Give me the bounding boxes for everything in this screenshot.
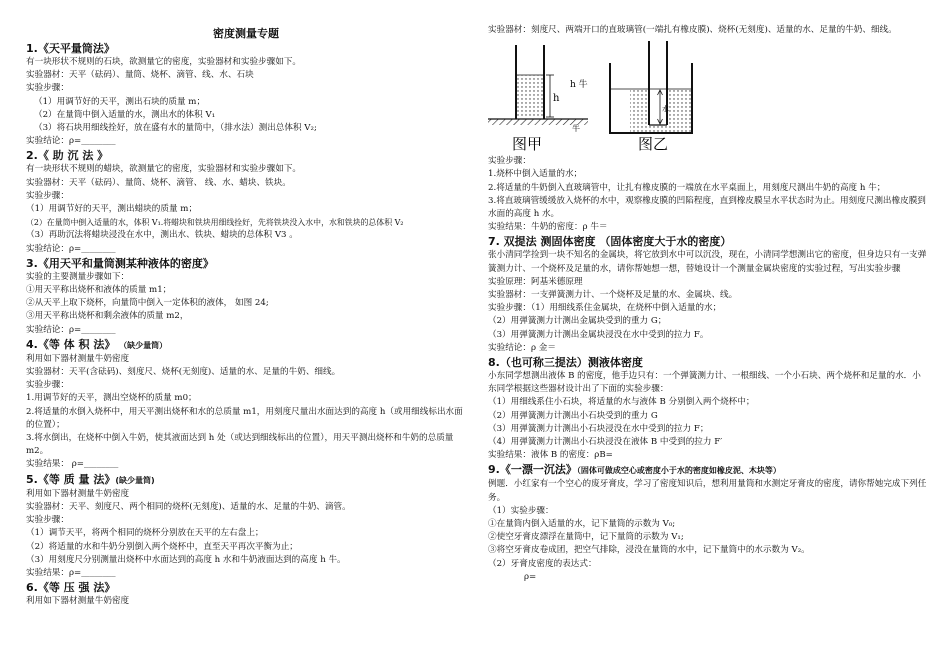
figure-b-beaker [610, 41, 692, 153]
text-line: （3）用弹簧测力计测出金属块浸没在水中受到的拉力 F。 [488, 329, 709, 340]
text-line: 实验步骤：（1）用细线系住金属块，在烧杯中倒入适量的水； [488, 303, 722, 314]
text-line: 实验结果：牛奶的密度：ρ 牛＝ [488, 222, 608, 233]
figure-b-caption: 图乙 [638, 135, 669, 154]
heading-text: 4.《等 体 积 法》 [26, 337, 116, 351]
text-line: （2）用弹簧测力计测出金属块受到的重力 G； [488, 316, 667, 327]
text-line: 张小清同学捡到一块不知名的金属块，将它放到水中可以沉没，现在，小清同学想测出它的密度，但身边只有一支弹簧测力计、一个烧杯及足量的水，请你帮她想一想，替她设计一个测量金属块密度的实验过程，写出实验步骤 [488, 250, 927, 274]
section-8 [488, 355, 928, 462]
figure-svg [488, 37, 928, 155]
text-line: （3）将石块用细线拴好，放在盛有水的量筒中，（排水法）测出总体积 V₂; [34, 123, 317, 134]
milk-column [516, 75, 544, 118]
text-line: ③将空牙膏皮卷成团，把空气排除，浸没在量筒的水中，记下量筒中的水示数为 V₂。 [488, 545, 810, 556]
section-heading: 7. 双提法 测固体密度 （固体密度大于水的密度） [488, 235, 732, 249]
right-column [488, 24, 928, 584]
text-line: 实验结果： ρ=________ [26, 459, 119, 470]
section-heading: 6.《等 压 强 法》 [26, 581, 116, 595]
text-line: 有一块形状不规则的蜡块，欲测量它的密度，实验器材和实验步骤如下。 [26, 164, 302, 175]
text-line: ρ= [524, 571, 537, 582]
text-line: 2.将适量的水倒入烧杯中，用天平测出烧杯和水的总质量 m1，用刻度尺量出水面达到的高度 h（或用细线标出水面的位置）； [26, 406, 463, 430]
text-line: （1）用调节好的天平，测出石块的质量 m； [34, 96, 206, 107]
section-heading: 8.（也可称三提法）测液体密度 [488, 356, 643, 370]
figure-a-caption: 图甲 [512, 135, 543, 154]
section-2 [26, 148, 466, 255]
text-line: （2）牙膏皮密度的表达式： [488, 558, 597, 569]
text-line: 3.将水倒出，在烧杯中倒入牛奶，使其液面达到 h 处（或达到细线标出的位置），用天平测出烧杯和牛奶的总质量 m2。 [26, 433, 454, 457]
heading-note: （缺少量筒） [119, 340, 168, 350]
section-6 [26, 580, 466, 608]
text-line: ①在量筒内倒入适量的水，记下量筒的示数为 V₀; [488, 519, 676, 530]
section-heading [26, 472, 466, 488]
text-line: 利用如下器材测量牛奶密度 [26, 353, 130, 364]
label-h-niu: h 牛 [570, 80, 588, 91]
text-line: 实验器材：天平(含砝码)、刻度尺、烧杯(无刻度)、适量的水、足量的牛奶、细线。 [26, 367, 341, 378]
text-line: （2）用弹簧测力计测出小石块受到的重力 G [488, 410, 658, 421]
section-heading [488, 462, 928, 478]
text-line: 3.将直玻璃管缓缓放入烧杯的水中，观察橡皮膜的凹陷程度，直到橡皮膜呈水平状态时为止。用刻度尺测出橡皮膜到水面的高度 h 水。 [488, 195, 926, 220]
text-line: 2.将适量的牛奶倒入直玻璃管中，让扎有橡皮膜的一端放在水平桌面上，用刻度尺测出牛奶的高度 h 牛； [488, 182, 886, 193]
text-line: ③用天平称出烧杯和剩余液体的质量 m2， [26, 311, 189, 322]
text-line: （2）将适量的水和牛奶分别倒入两个烧杯中，直至天平再次平衡为止； [26, 541, 298, 552]
text-line: （4）用弹簧测力计测出小石块浸没在液体 B 中受到的拉力 F′ [488, 437, 723, 448]
page-title: 密度测量专题 [213, 27, 279, 40]
text-line: ①用天平称出烧杯和液体的质量 m1； [26, 285, 172, 296]
text-line: 实验步骤： [26, 83, 69, 94]
experiment-figure [488, 37, 928, 155]
section-3 [26, 256, 466, 337]
text-line: （2）在量筒中倒入适量的水，体积 V₁.将蜡块和铁块用细线拴好，先将铁块没入水中，水和铁块的总体积 V₂ [26, 218, 404, 228]
label-niu: 牛 [572, 124, 580, 134]
text-line: 有一块形状不规则的石块，欲测量它的密度，实验器材和实验步骤如下。 [26, 57, 302, 67]
section-heading [26, 337, 466, 353]
text-line: 实验步骤： [26, 380, 69, 391]
section-6-continued [488, 155, 928, 234]
text-line: （1）调节天平，将两个相同的烧杯分别放在天平的左右盘上； [26, 528, 264, 539]
heading-text: 9.《一漂一沉法》 [488, 463, 577, 477]
text-line: 实验结论：ρ=________ [26, 243, 116, 254]
text-line: 实验结果：ρ=________ [26, 567, 116, 578]
section-heading: 1.《天平量筒法》 [26, 42, 115, 55]
text-line: 1.烧杯中倒入适量的水； [488, 169, 583, 180]
text-line: （1）用调节好的天平，测出蜡块的质量 m； [26, 204, 198, 215]
text-line: 实验结论：ρ=________ [26, 136, 116, 147]
text-line: 实验器材：一支弹簧测力计、一个烧杯及足量的水、金属块、线。 [488, 290, 738, 301]
text-line: （3）再助沉法将蜡块浸没在水中，测出水、铁块、蜡块的总体积 V3 。 [26, 230, 298, 241]
section-heading: 3.《用天平和量筒测某种液体的密度》 [26, 256, 214, 270]
section-4 [26, 337, 466, 472]
heading-note: (缺少量筒) [115, 475, 155, 485]
section-7 [488, 234, 928, 355]
text-line: （3）用弹簧测力计测出小石块浸没在水中受到的拉力 F； [488, 423, 709, 434]
text-line: ②使空牙膏皮漂浮在量筒中，记下量筒的示数为 V₁; [488, 532, 684, 543]
text-line: 小东同学想测出液体 B 的密度，他手边只有：一个弹簧测力计、一根细线、一个小石块、两个烧杯和足量的水．小东同学根据这些器材设计出了下面的实验步骤： [488, 371, 921, 395]
text-line: 实验器材：刻度尺、两端开口的直玻璃管(一端扎有橡皮膜)、烧杯(无刻度)、适量的水、足量的牛奶、细线。 [488, 25, 897, 35]
section-1 [26, 41, 466, 148]
text-line: 实验原理：阿基米德原理 [488, 276, 583, 287]
text-line: 实验结果：液体 B 的密度：ρB= [488, 450, 613, 461]
section-5 [26, 472, 466, 580]
label-h: h [553, 93, 560, 105]
text-line: ②从天平上取下烧杯，向量筒中倒入一定体积的液体， 如图 24; [26, 298, 269, 309]
text-line: 实验器材：天平（砝码）、量筒、烧杯、滴管、线、水、石块 [26, 70, 254, 81]
text-line: 实验步骤： [26, 515, 69, 526]
text-line: （3）用刻度尺分别测量出烧杯中水面达到的高度 h 水和牛奶液面达到的高度 h 牛。 [26, 554, 346, 565]
heading-note: （固体可做成空心或密度小于水的密度如橡皮泥、木块等） [576, 466, 781, 476]
text-line: （1）实验步骤： [488, 505, 554, 516]
text-line: 1.用调节好的天平，测出空烧杯的质量 m0； [26, 393, 197, 404]
section-heading: 2.《 助 沉 法 》 [26, 149, 109, 163]
figure-a-tube [488, 45, 588, 153]
text-line: 实验器材：天平、刻度尺、两个相同的烧杯(无刻度)、适量的水、足量的牛奶、滴管。 [26, 501, 351, 512]
text-line: 实验步骤： [488, 156, 531, 167]
section-9 [488, 462, 928, 584]
label-h-shui: 水 [662, 105, 669, 114]
text-line: 实验结论：ρ=________ [26, 324, 116, 335]
text-line: 实验器材：天平（砝码）、量筒、烧杯、滴管、 线、水、蜡块、铁块。 [26, 177, 291, 188]
text-line: 利用如下器材测量牛奶密度 [26, 488, 130, 499]
text-line: 实验步骤： [26, 190, 69, 201]
heading-text: 5.《等 质 量 法》 [26, 472, 116, 486]
text-line: 实验的主要测量步骤如下： [26, 271, 130, 282]
text-line: 利用如下器材测量牛奶密度 [26, 596, 130, 607]
text-line: （2）在量筒中倒入适量的水，测出水的体积 V₁ [34, 109, 216, 120]
left-column [26, 0, 466, 608]
text-line: 例题．小红家有一个空心的废牙膏皮，学习了密度知识后，想利用量筒和水测定牙膏皮的密度，请你帮她完成下列任务。 [488, 479, 927, 503]
text-line: 实验结论：ρ 金＝ [488, 342, 556, 353]
text-line: （1）用细线系住小石块，将适量的水与液体 B 分别倒入两个烧杯中； [488, 397, 755, 408]
